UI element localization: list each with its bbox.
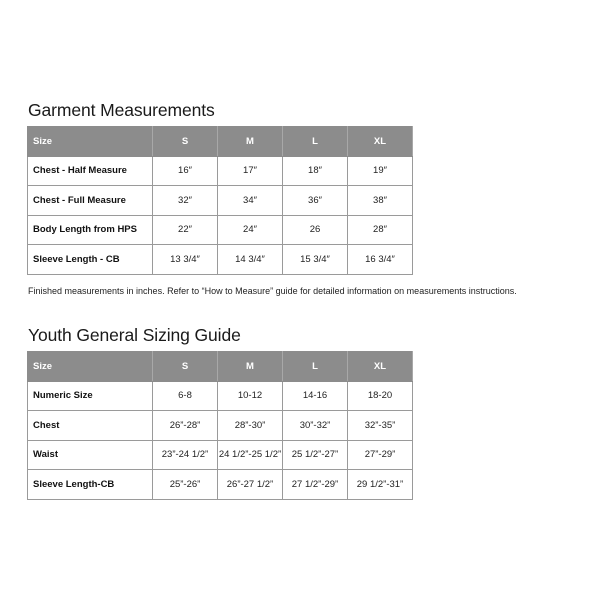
cell-value: 26 [283, 215, 348, 245]
cell-value: 24 1/2”-25 1/2” [218, 440, 283, 470]
cell-value: 16″ [153, 156, 218, 186]
cell-value: 26”-27 1/2” [218, 470, 283, 500]
measurement-note: Finished measurements in inches. Refer to “How to Measure” guide for detailed information on measurements instructions. [28, 286, 517, 296]
table-row [28, 411, 413, 441]
cell-value: 27 1/2”-29” [283, 470, 348, 500]
table-row [28, 245, 413, 275]
cell-value: 38″ [348, 186, 413, 216]
header-s: S [153, 352, 218, 382]
row-label: Body Length from HPS [28, 215, 153, 245]
cell-value: 25”-26” [153, 470, 218, 500]
cell-value: 10-12 [218, 381, 283, 411]
cell-value: 26”-28” [153, 411, 218, 441]
cell-value: 25 1/2”-27” [283, 440, 348, 470]
cell-value: 19″ [348, 156, 413, 186]
header-l: L [283, 352, 348, 382]
cell-value: 28″ [348, 215, 413, 245]
cell-value: 24″ [218, 215, 283, 245]
row-label: Chest [28, 411, 153, 441]
table-header-row [28, 352, 413, 382]
table-row [28, 440, 413, 470]
cell-value: 36″ [283, 186, 348, 216]
row-label: Sleeve Length - CB [28, 245, 153, 275]
cell-value: 32″ [153, 186, 218, 216]
cell-value: 32”-35” [348, 411, 413, 441]
table-row [28, 186, 413, 216]
cell-value: 18-20 [348, 381, 413, 411]
cell-value: 16 3/4″ [348, 245, 413, 275]
table-row [28, 470, 413, 500]
table-row [28, 381, 413, 411]
cell-value: 14 3/4″ [218, 245, 283, 275]
header-l: L [283, 127, 348, 157]
cell-value: 30”-32” [283, 411, 348, 441]
header-m: M [218, 352, 283, 382]
cell-value: 18″ [283, 156, 348, 186]
cell-value: 34″ [218, 186, 283, 216]
row-label: Waist [28, 440, 153, 470]
cell-value: 6-8 [153, 381, 218, 411]
header-xl: XL [348, 352, 413, 382]
cell-value: 23”-24 1/2” [153, 440, 218, 470]
cell-value: 17″ [218, 156, 283, 186]
header-m: M [218, 127, 283, 157]
garment-measurements-title: Garment Measurements [28, 100, 215, 120]
table-row [28, 215, 413, 245]
row-label: Chest - Full Measure [28, 186, 153, 216]
garment-measurements-table [27, 126, 413, 275]
row-label: Sleeve Length-CB [28, 470, 153, 500]
cell-value: 22″ [153, 215, 218, 245]
table-row [28, 156, 413, 186]
table-header-row [28, 127, 413, 157]
cell-value: 14-16 [283, 381, 348, 411]
cell-value: 15 3/4″ [283, 245, 348, 275]
header-size: Size [28, 352, 153, 382]
header-xl: XL [348, 127, 413, 157]
youth-sizing-title: Youth General Sizing Guide [28, 325, 241, 345]
row-label: Numeric Size [28, 381, 153, 411]
header-s: S [153, 127, 218, 157]
cell-value: 28”-30” [218, 411, 283, 441]
cell-value: 13 3/4″ [153, 245, 218, 275]
cell-value: 27”-29” [348, 440, 413, 470]
row-label: Chest - Half Measure [28, 156, 153, 186]
cell-value: 29 1/2”-31” [348, 470, 413, 500]
youth-sizing-table [27, 351, 413, 500]
header-size: Size [28, 127, 153, 157]
